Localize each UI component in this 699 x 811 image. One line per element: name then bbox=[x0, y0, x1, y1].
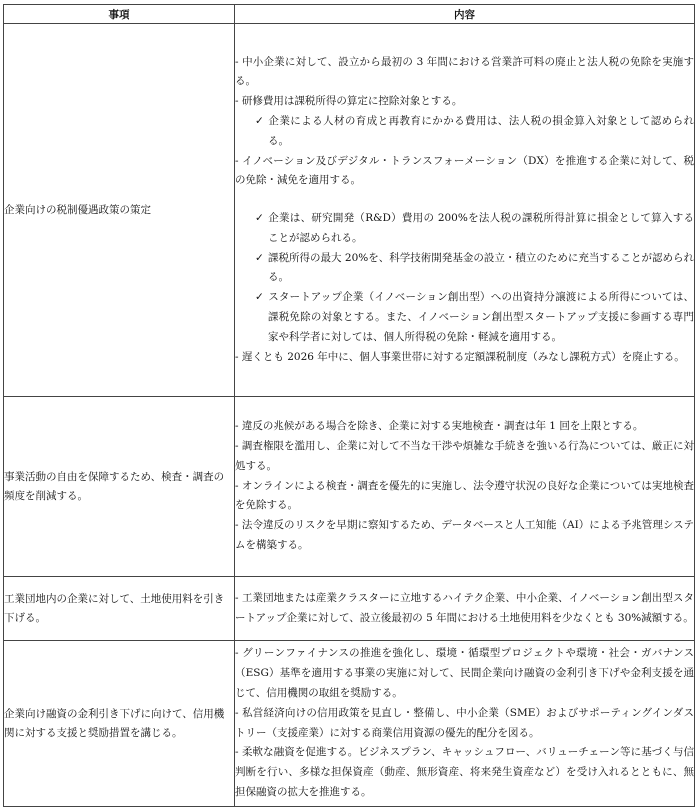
row-content bbox=[235, 397, 695, 577]
list-item: - 研修費用は課税所得の算定に控除対象とする。 bbox=[235, 92, 694, 112]
list-item: - グリーンファイナンスの推進を強化し、環境・循環型プロジェクトや環境・社会・ガバナンス（ESG）基準を適用する事業の実施に対して、民間企業向け融資の金利引き下げや金利支援を通じて、信用機関の取組を奨励する。 bbox=[235, 644, 694, 703]
list-item: - 違反の兆候がある場合を除き、企業に対する実地検査・調査は年 1 回を上限とする。 bbox=[235, 417, 694, 437]
row-topic: 企業向け融資の金利引き下げに向けて、信用機関に対する支援と奨励措置を講じる。 bbox=[4, 641, 235, 807]
list-item: - 私営経済向けの信用政策を見直し・整備し、中小企業（SME）およびサポーティングインダストリー（支援産業）に対する商業信用資源の優先的配分を図る。 bbox=[235, 704, 694, 744]
policy-table bbox=[3, 4, 695, 807]
check-item-text: 課税所得の最大 20%を、科学技術開発基金の設立・積立のために充当することが認められる。 bbox=[268, 251, 694, 284]
row-topic: 企業向けの税制優遇政策の策定 bbox=[4, 24, 235, 397]
check-item-text: スタートアップ企業（イノベーション創出型）への出資持分譲渡による所得については、課税免除の対象とする。また、イノベーション創出型スタートアップ支援に参画する専門家や科学者に対しては、個人所得税の免除・軽減を適用する。 bbox=[268, 291, 694, 343]
row-content bbox=[235, 641, 695, 807]
table-row bbox=[4, 24, 695, 397]
header-content: 内容 bbox=[235, 5, 695, 24]
check-icon: ✓ bbox=[255, 251, 264, 264]
list-item: - 中小企業に対して、設立から最初の 3 年間における営業許可料の廃止と法人税の免除を実施する。 bbox=[235, 53, 694, 93]
check-item bbox=[235, 209, 694, 249]
check-icon: ✓ bbox=[255, 114, 264, 127]
list-item: - 調査権限を濫用し、企業に対して不当な干渉や煩雑な手続きを強いる行為については、厳正に対処する。 bbox=[235, 437, 694, 477]
table-header-row bbox=[4, 5, 695, 24]
check-item bbox=[235, 288, 694, 347]
list-item: - 柔軟な融資を促進する。ビジネスプラン、キャッシュフロー、バリューチェーン等に基づく与信判断を行い、多様な担保資産（動産、無形資産、将来発生資産など）を受け入れるとともに、無担保融資の拡大を推進する。 bbox=[235, 743, 694, 802]
check-item bbox=[235, 112, 694, 152]
check-item-text: 企業による人材の育成と再教育にかかる費用は、法人税の損金算入対象として認められる。 bbox=[268, 114, 694, 147]
row-content bbox=[235, 577, 695, 641]
table-row bbox=[4, 641, 695, 807]
table-row bbox=[4, 577, 695, 641]
check-item-text: 企業は、研究開発（R&D）費用の 200%を法人税の課税所得計算に損金として算入することが認められる。 bbox=[268, 212, 694, 244]
check-icon: ✓ bbox=[255, 291, 264, 304]
list-item: - オンラインによる検査・調査を優先的に実施し、法令遵守状況の良好な企業については実地検査を免除する。 bbox=[235, 477, 694, 517]
header-topic: 事項 bbox=[4, 5, 235, 24]
table-row bbox=[4, 397, 695, 577]
check-icon: ✓ bbox=[255, 212, 264, 225]
row-content bbox=[235, 24, 695, 397]
list-item: - 工業団地または産業クラスターに立地するハイテク企業、中小企業、イノベーション創出型スタートアップ企業に対して、設立後最初の 5 年間における土地使用料を少なくとも 30%減額する。 bbox=[235, 589, 694, 629]
spacer bbox=[235, 191, 694, 209]
list-item: - 遅くとも 2026 年中に、個人事業世帯に対する定額課税制度（みなし課税方式）を廃止する。 bbox=[235, 348, 694, 368]
row-topic: 事業活動の自由を保障するため、検査・調査の頻度を削減する。 bbox=[4, 397, 235, 577]
check-item bbox=[235, 249, 694, 289]
list-item: - 法令違反のリスクを早期に察知するため、データベースと人工知能（AI）による予兆管理システムを構築する。 bbox=[235, 516, 694, 556]
row-topic: 工業団地内の企業に対して、土地使用料を引き下げる。 bbox=[4, 577, 235, 641]
list-item: - イノベーション及びデジタル・トランスフォーメーション（DX）を推進する企業に対して、税の免除・減免を適用する。 bbox=[235, 152, 694, 192]
